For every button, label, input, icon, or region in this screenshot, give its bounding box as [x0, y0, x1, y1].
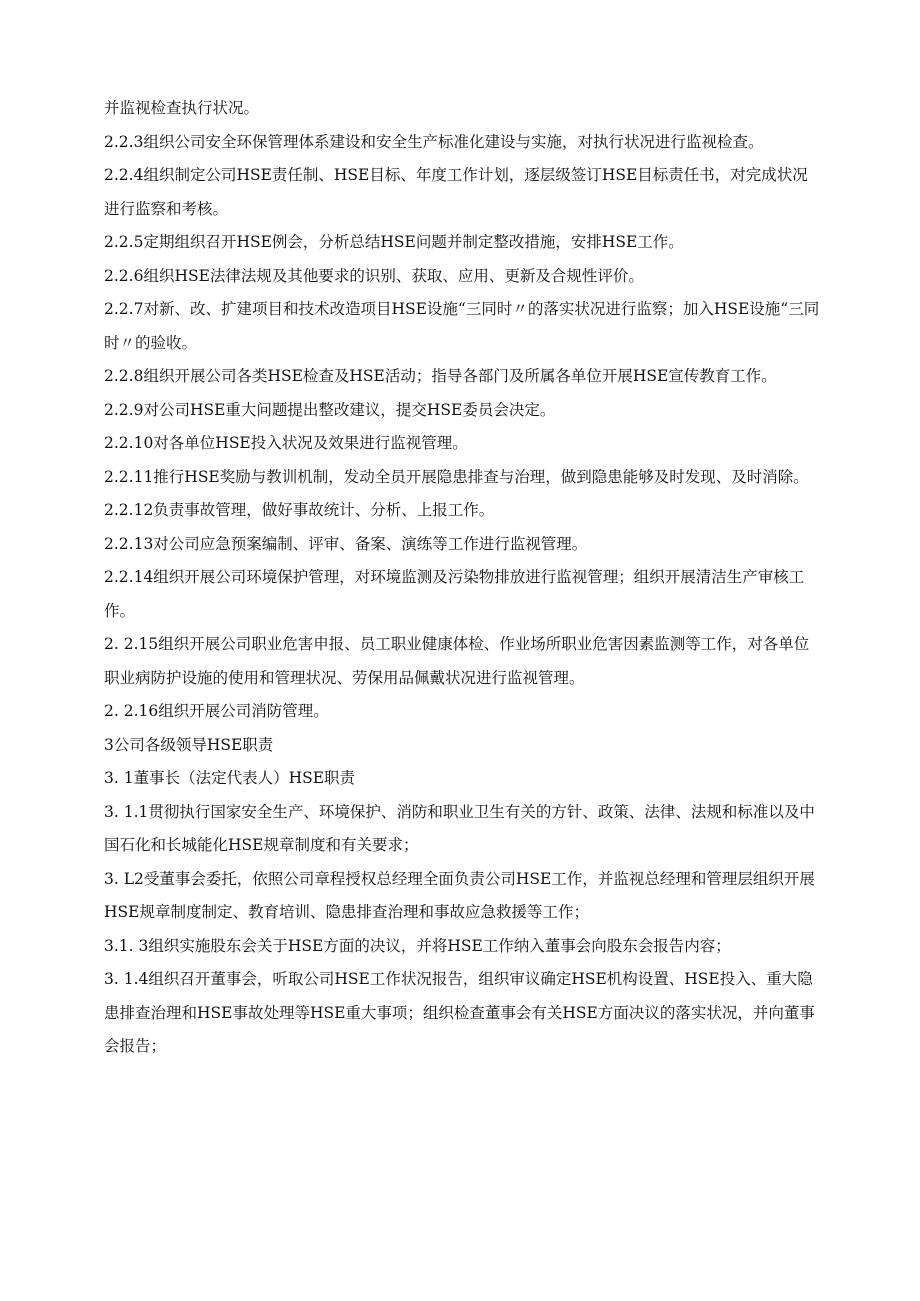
paragraph-2-2-4: 2.2.4组织制定公司HSE责任制、HSE目标、年度工作计划，逐层级签订HSE目标责任书，对完成状况进行监察和考核。: [104, 166, 808, 218]
paragraph-continuation: 并监视检查执行状况。: [104, 99, 260, 117]
paragraph-2-2-6: 2.2.6组织HSE法律法规及其他要求的识别、获取、应用、更新及合规性评价。: [104, 266, 644, 285]
paragraph-2-2-15: 2. 2.15组织开展公司职业危害申报、员工职业健康体检、作业场所职业危害因素监测等工作，对各单位职业病防护设施的使用和管理状况、劳保用品佩戴状况进行监视管理。: [104, 635, 810, 687]
paragraph-3-1-4: 3. 1.4组织召开董事会，听取公司HSE工作状况报告，组织审议确定HSE机构设置、HSE投入、重大隐患排查治理和HSE事故处理等HSE重大事项；组织检查董事会有关HSE方面决议的落实状况，并向董事会报告；: [104, 970, 815, 1055]
paragraph-2-2-16: 2. 2.16组织开展公司消防管理。: [104, 702, 329, 720]
paragraph-3-1-2: 3. L2受董事会委托，依照公司章程授权总经理全面负责公司HSE工作，并监视总经理和管理层组织开展HSE规章制度制定、教育培训、隐患排查治理和事故应急救援等工作；: [104, 869, 815, 921]
section-heading-3: 3公司各级领导HSE职责: [104, 735, 274, 754]
paragraph-2-2-12: 2.2.12负责事故管理，做好事故统计、分析、上报工作。: [104, 501, 495, 519]
paragraph-3-1-1: 3. 1.1贯彻执行国家安全生产、环境保护、消防和职业卫生有关的方针、政策、法律、法规和标准以及中国石化和长城能化HSE规章制度和有关要求；: [104, 802, 815, 854]
paragraph-2-2-10: 2.2.10对各单位HSE投入状况及效果进行监视管理。: [104, 434, 468, 452]
paragraph-2-2-14: 2.2.14组织开展公司环境保护管理，对环境监测及污染物排放进行监视管理；组织开展清洁生产审核工作。: [104, 568, 805, 620]
paragraph-2-2-13: 2.2.13对公司应急预案编制、评审、备案、演练等工作进行监视管理。: [104, 534, 588, 553]
document-body: [104, 92, 820, 1064]
paragraph-2-2-9: 2.2.9对公司HSE重大问题提出整改建议，提交HSE委员会决定。: [104, 400, 556, 419]
paragraph-2-2-8: 2.2.8组织开展公司各类HSE检查及HSE活动；指导各部门及所属各单位开展HSE宣传教育工作。: [104, 367, 777, 385]
paragraph-2-2-7: 2.2.7对新、改、扩建项目和技术改造项目HSE设施“三同时〃的落实状况进行监察；加入HSE设施“三同时〃的验收。: [104, 300, 820, 352]
subsection-heading-3-1: 3. 1董事长（法定代表人）HSE职责: [104, 769, 356, 787]
paragraph-2-2-5: 2.2.5定期组织召开HSE例会，分析总结HSE问题并制定整改措施，安排HSE工作。: [104, 233, 684, 251]
paragraph-2-2-3: 2.2.3组织公司安全环保管理体系建设和安全生产标准化建设与实施，对执行状况进行监视检查。: [104, 132, 764, 151]
paragraph-2-2-11: 2.2.11推行HSE奖励与教训机制，发动全员开展隐患排查与治理，做到隐患能够及时发现、及时消除。: [104, 467, 809, 486]
paragraph-3-1-3: 3.1. 3组织实施股东会关于HSE方面的决议，并将HSE工作纳入董事会向股东会报告内容；: [104, 936, 731, 955]
